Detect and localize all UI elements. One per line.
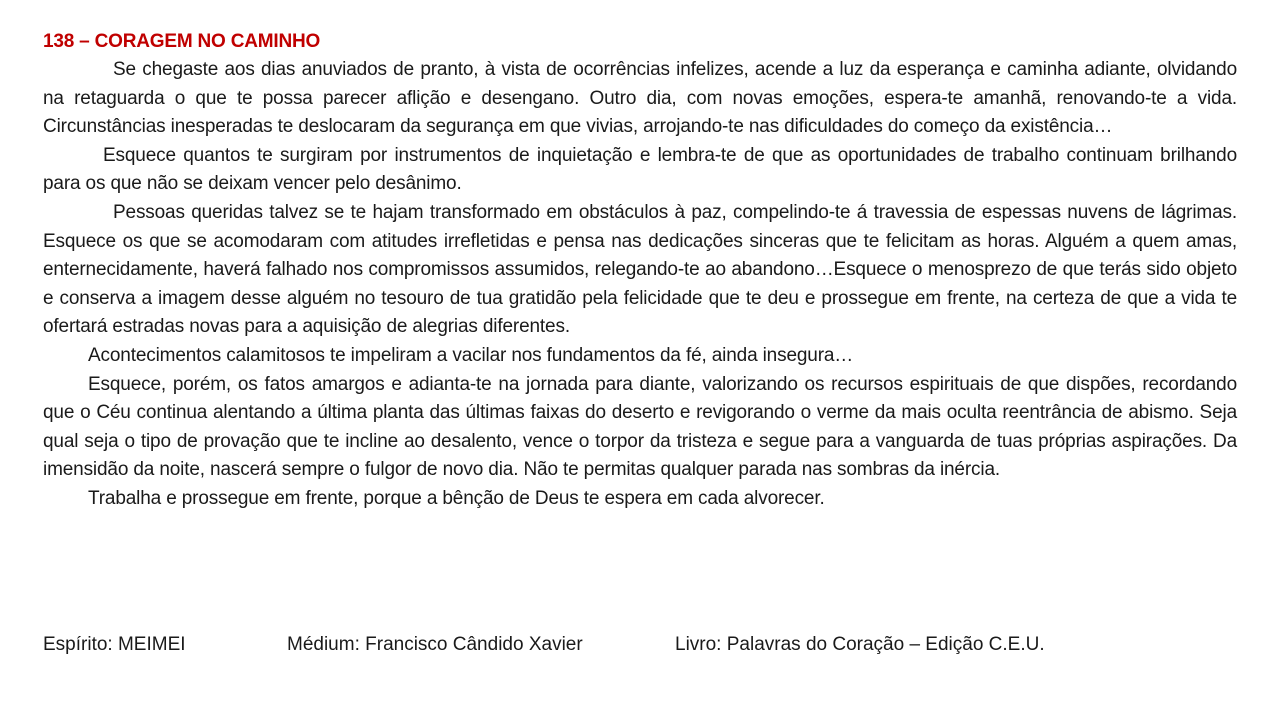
paragraph-6: Trabalha e prossegue em frente, porque a bênção de Deus te espera em cada alvorecer. [88,487,825,509]
document-title: 138 – CORAGEM NO CAMINHO [43,31,321,52]
footer-book: Livro: Palavras do Coração – Edição C.E.U. [675,634,1045,655]
footer-spirit: Espírito: MEIMEI [43,634,186,655]
paragraph-1: Se chegaste aos dias anuviados de pranto, à vista de ocorrências infelizes, acende a luz da esperança e caminha adiante, olvidando na retaguarda o que te possa parecer aflição e desengano. Outro dia, com novas emoções, espera-te amanhã, renovando-te a vida. Circunstâncias inesperadas te deslocaram da segurança em que vivias, arrojando-te nas dificuldades do começo da existência… [43,59,1237,138]
paragraph-2: Esquece quantos te surgiram por instrumentos de inquietação e lembra-te de que as oportunidades de trabalho continuam brilhando para os que não se deixam vencer pelo desânimo. [43,144,1237,195]
paragraph-4: Acontecimentos calamitosos te impeliram a vacilar nos fundamentos da fé, ainda insegura… [88,344,854,366]
paragraph-3: Pessoas queridas talvez se te hajam transformado em obstáculos à paz, compelindo-te á travessia de espessas nuvens de lágrimas. Esquece os que se acomodaram com atitudes irrefletidas e pensa nas dedicações sinceras que te felicitam as horas. Alguém a quem amas, enternecidamente, haverá falhado nos compromissos assumidos, relegando-te ao abandono…Esquece o menosprezo de que terás sido objeto e conserva a imagem desse alguém no tesouro de tua gratidão pela felicidade que te deu e prossegue em frente, na certeza de que a vida te ofertará estradas novas para a aquisição de alegrias diferentes. [43,201,1237,338]
document-body [43,28,1237,514]
paragraph-5: Esquece, porém, os fatos amargos e adianta-te na jornada para diante, valorizando os recursos espirituais de que dispões, recordando que o Céu continua alentando a última planta das últimas faixas do deserto e revigorando o verme da mais oculta reentrância de abismo. Seja qual seja o tipo de provação que te incline ao desalento, vence o torpor da tristeza e segue para a vanguarda de tuas próprias aspirações. Da imensidão da noite, nascerá sempre o fulgor de novo dia. Não te permitas qualquer parada nas sombras da inércia. [43,373,1237,481]
footer-medium: Médium: Francisco Cândido Xavier [287,634,583,655]
